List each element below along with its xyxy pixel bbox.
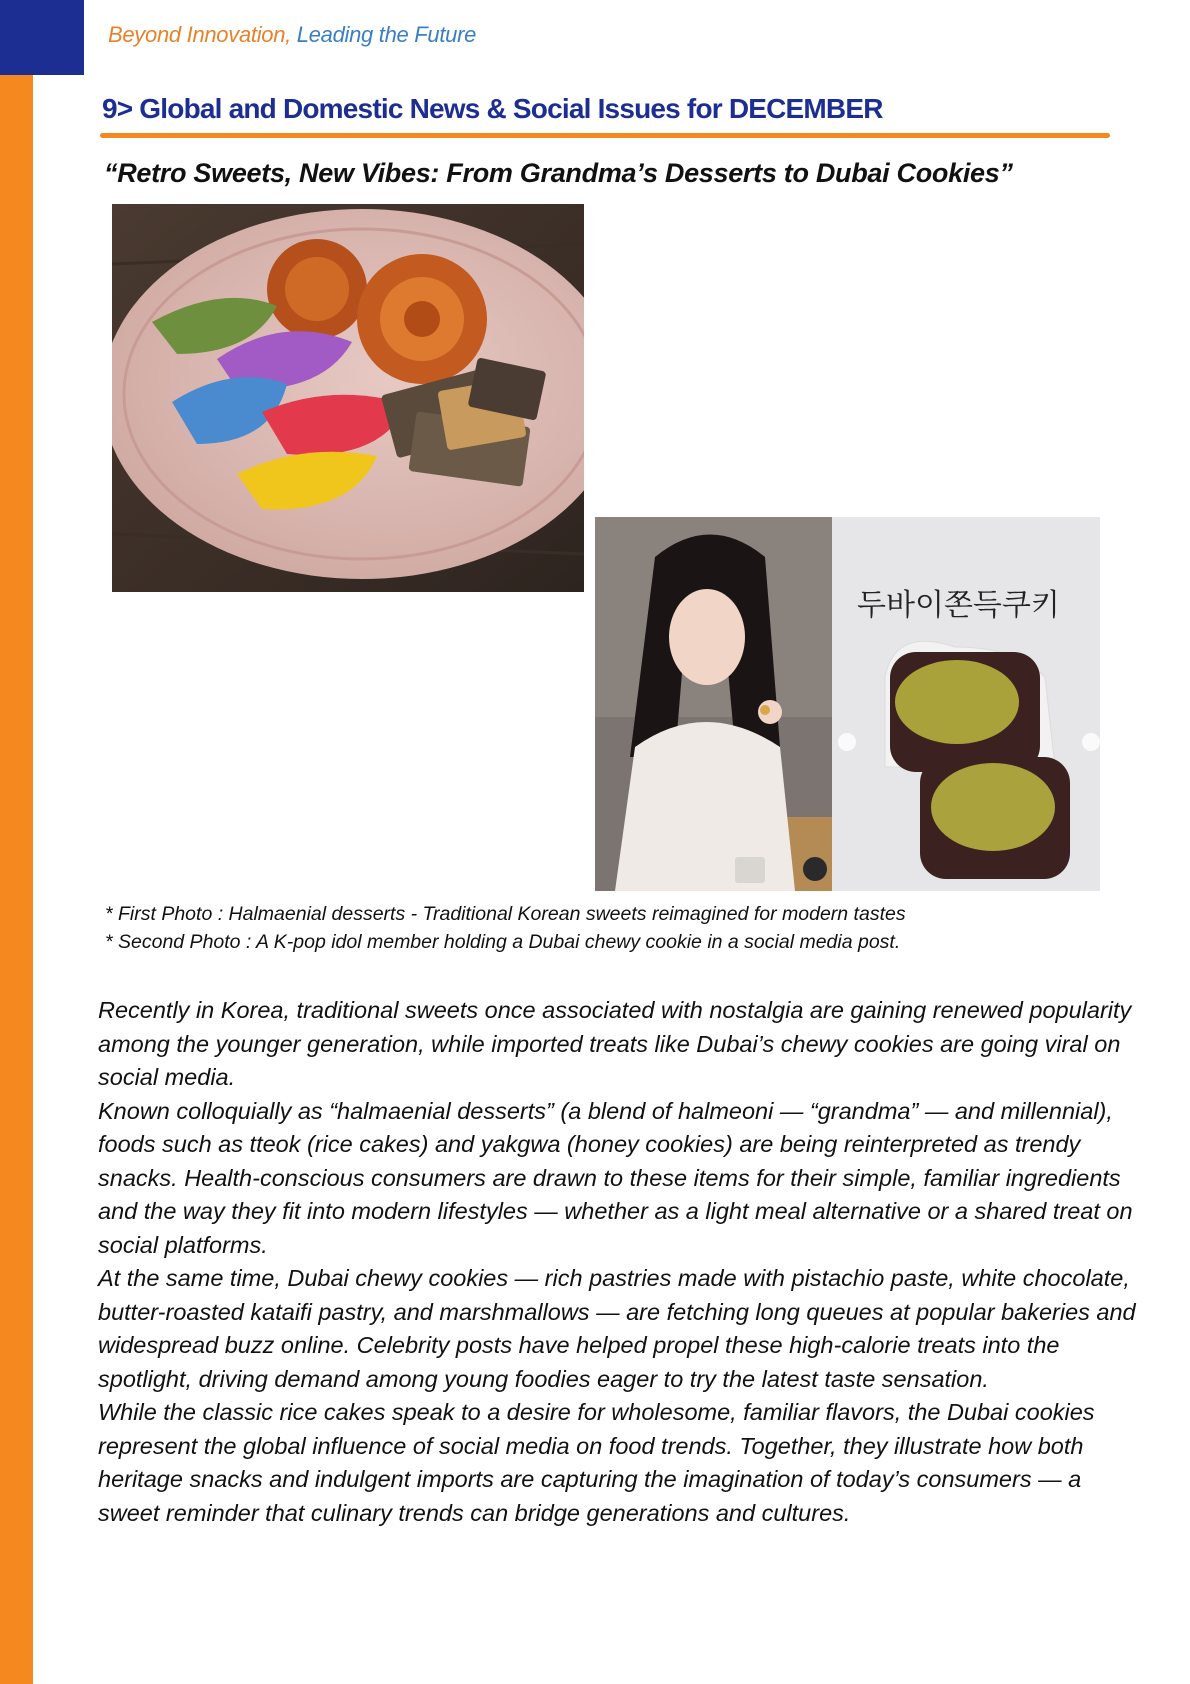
title-underline	[100, 133, 1110, 138]
photo-overlay-korean-text: 두바이쫀득쿠키	[857, 588, 1060, 623]
paragraph-halmaenial: Known colloquially as “halmaenial desserts” (a blend of halmeoni — “grandma” — and millennial), foods such as tteok (rice cakes) and yakgwa (honey cookies) are being reinterpreted as trendy snacks. Health-conscious consumers are drawn to these items for their simple, familiar ingredients and the way they fit into modern lifestyles — whether as a light meal alternative or a shared treat on social platforms.	[98, 1097, 1133, 1258]
header-tagline	[108, 22, 476, 48]
section-title: 9> Global and Domestic News & Social Issues for DECEMBER	[102, 93, 883, 124]
article-body	[98, 994, 1148, 1530]
paragraph-intro: Recently in Korea, traditional sweets once associated with nostalgia are gaining renewed popularity among the younger generation, while imported treats like Dubai’s chewy cookies are going viral on social media.	[98, 997, 1132, 1090]
article-headline: “Retro Sweets, New Vibes: From Grandma’s Desserts to Dubai Cookies”	[104, 158, 1013, 188]
paragraph-conclusion: While the classic rice cakes speak to a desire for wholesome, familiar flavors, the Dubai cookies represent the global influence of social media on food trends. Together, they illustrate how both heritage snacks and indulgent imports are capturing the imagination of today’s consumers — a sweet reminder that culinary trends can bridge generations and cultures.	[98, 1399, 1095, 1526]
left-accent-bar	[0, 0, 33, 1684]
corner-brand-block	[0, 0, 84, 75]
photo-captions	[105, 900, 906, 956]
halmaenial-desserts-photo	[112, 204, 584, 592]
tagline-part-2: Leading the Future	[290, 22, 477, 47]
caption-second-photo: * Second Photo : A K-pop idol member holding a Dubai chewy cookie in a social media post.	[105, 931, 901, 953]
paragraph-dubai-cookies: At the same time, Dubai chewy cookies — rich pastries made with pistachio paste, white chocolate, butter-roasted kataifi pastry, and marshmallows — are fetching long queues at popular bakeries and widespread buzz online. Celebrity posts have helped propel these high-calorie treats into the spotlight, driving demand among young foodies eager to try the latest taste sensation.	[98, 1265, 1136, 1392]
caption-first-photo: * First Photo : Halmaenial desserts - Traditional Korean sweets reimagined for modern tastes	[105, 903, 906, 925]
dubai-cookie-social-photo	[595, 517, 1100, 891]
tagline-part-1: Beyond Innovation,	[108, 22, 291, 47]
